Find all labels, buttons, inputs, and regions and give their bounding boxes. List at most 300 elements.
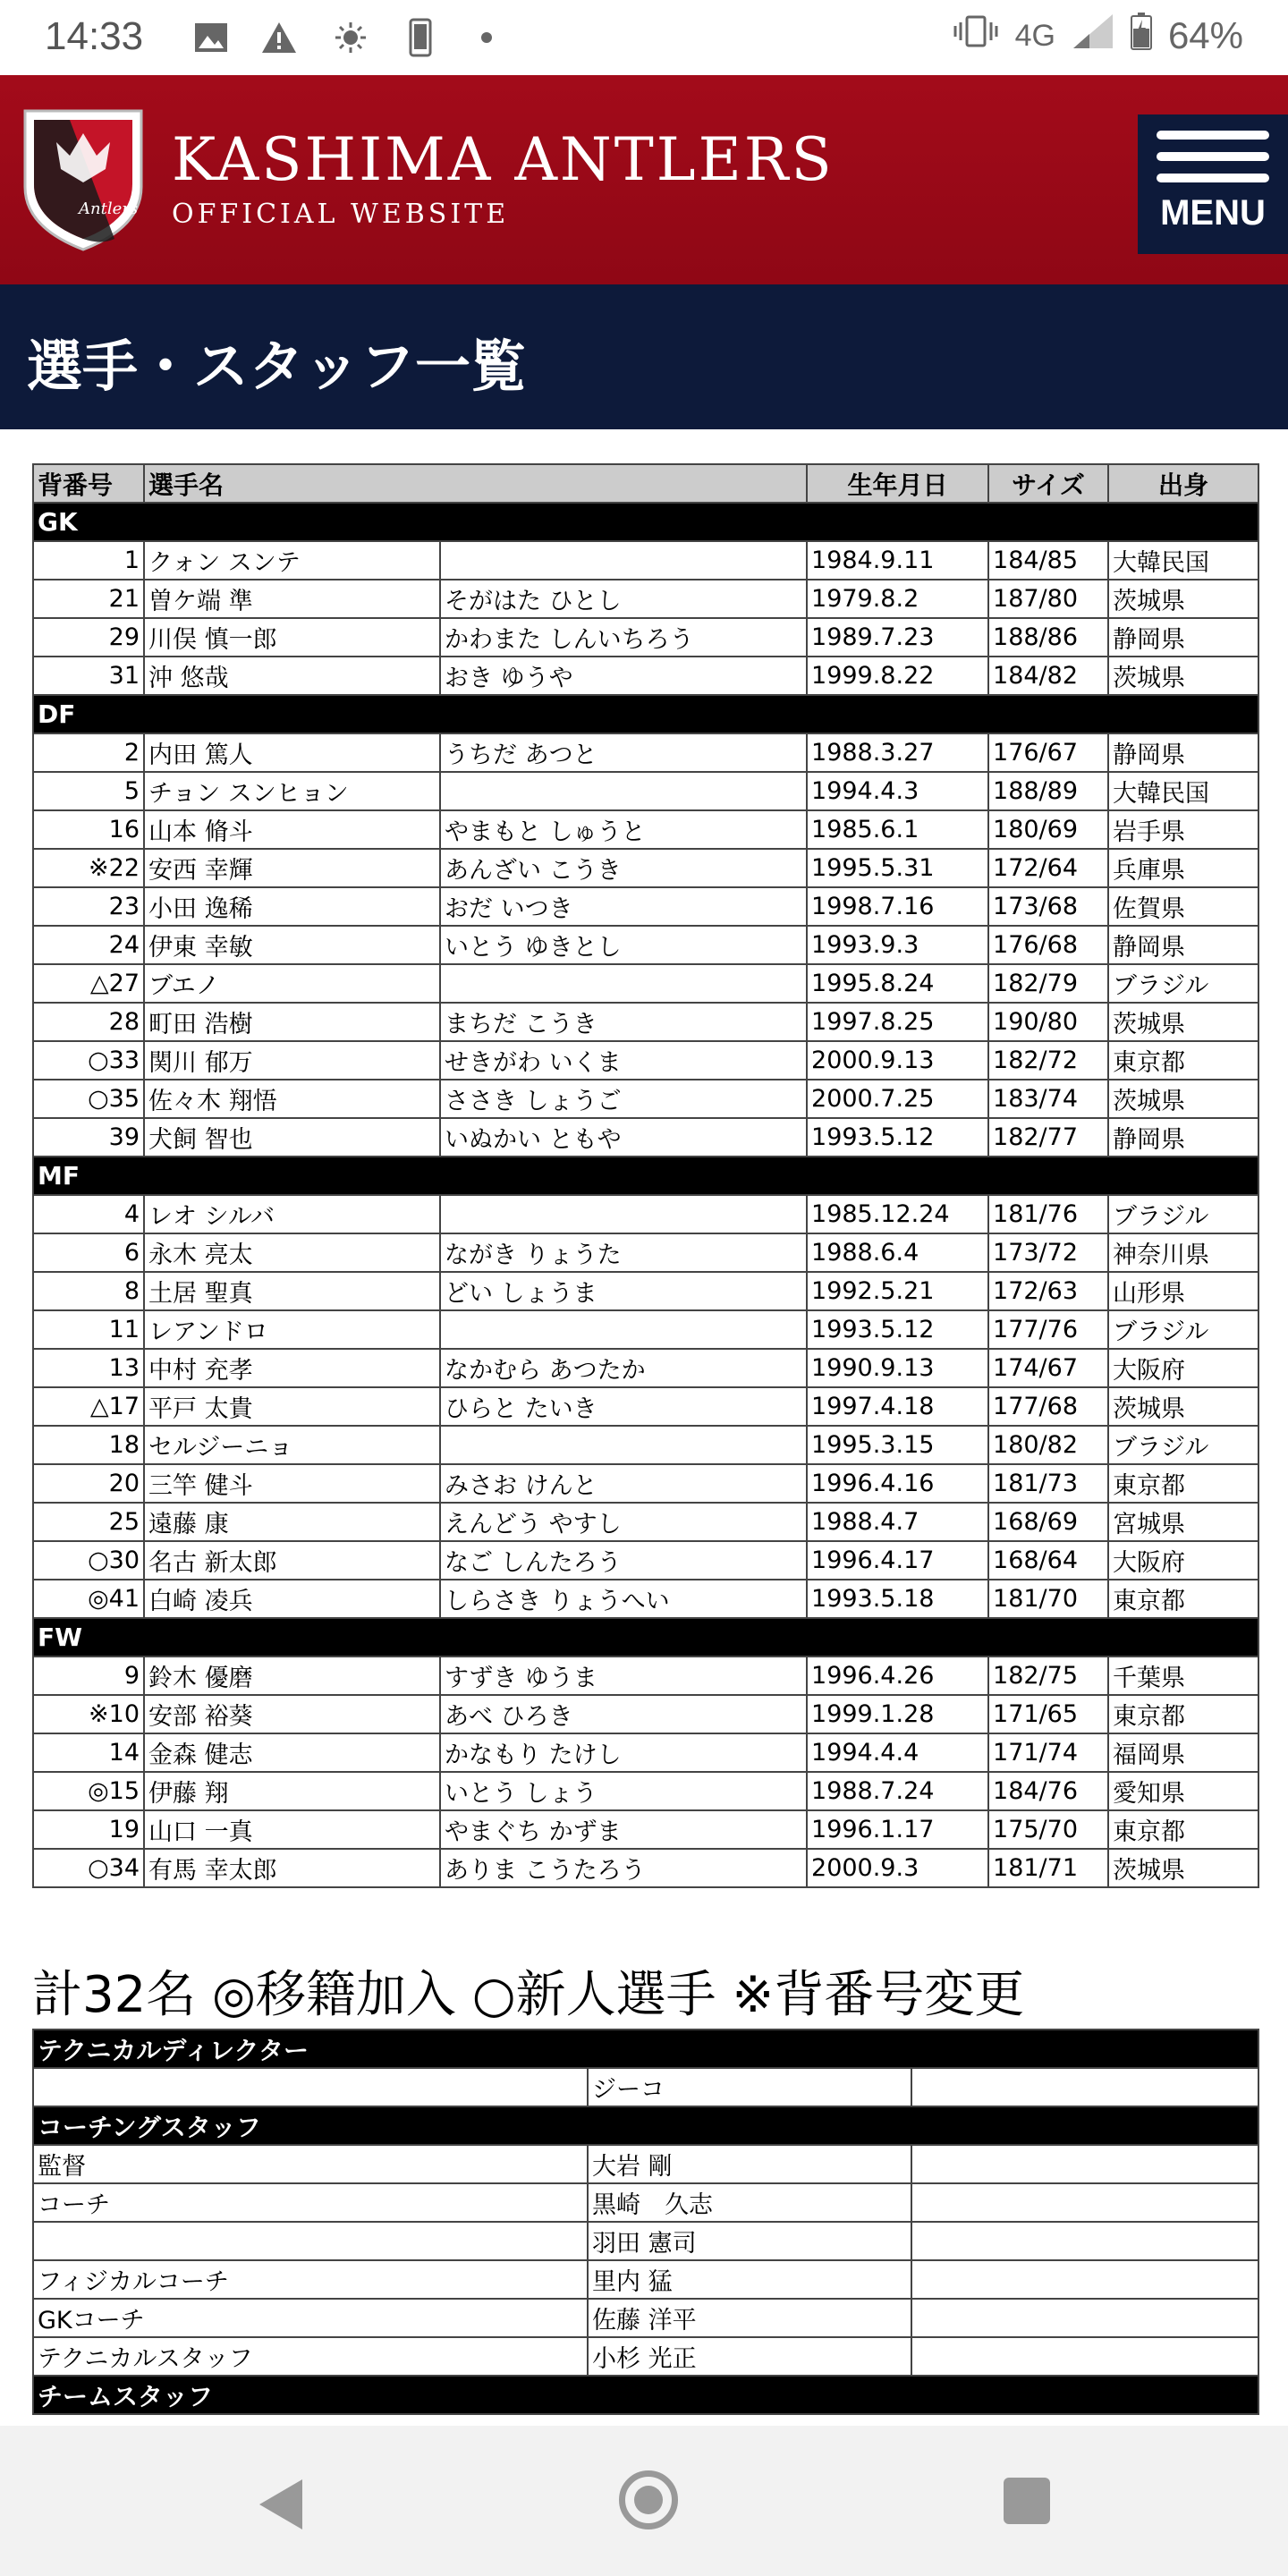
player-row[interactable] [33, 964, 1258, 1003]
player-size: 182/75 [988, 1657, 1108, 1695]
player-number: ※10 [33, 1695, 144, 1733]
player-kana: どい しょうま [440, 1272, 807, 1310]
recent-apps-icon[interactable] [1004, 2478, 1050, 2524]
player-kana: かわまた しんいちろう [440, 618, 807, 657]
player-name: 金森 健志 [144, 1733, 440, 1772]
player-size: 180/69 [988, 810, 1108, 849]
position-label: GK [33, 503, 1258, 541]
player-birthdate: 1997.4.18 [807, 1387, 988, 1426]
staff-row [33, 2260, 1258, 2299]
club-crest-logo[interactable] [16, 102, 150, 254]
brand-text[interactable] [172, 125, 835, 230]
player-birthdate: 1995.8.24 [807, 964, 988, 1003]
position-label: MF [33, 1157, 1258, 1195]
player-size: 172/64 [988, 849, 1108, 887]
player-row[interactable] [33, 1541, 1258, 1580]
player-size: 183/74 [988, 1080, 1108, 1118]
staff-table-body [33, 2029, 1258, 2414]
player-birthdate: 2000.9.13 [807, 1041, 988, 1080]
player-row[interactable] [33, 926, 1258, 964]
svg-text:Antlers: Antlers [79, 199, 139, 218]
staff-row [33, 2183, 1258, 2222]
table-header-row [33, 464, 1258, 503]
player-name: 土居 聖真 [144, 1272, 440, 1310]
player-name: 三竿 健斗 [144, 1464, 440, 1503]
player-row[interactable] [33, 1426, 1258, 1464]
player-row[interactable] [33, 1272, 1258, 1310]
player-name: 名古 新太郎 [144, 1541, 440, 1580]
player-birthdate: 1995.3.15 [807, 1426, 988, 1464]
staff-name: 黒崎 久志 [588, 2183, 911, 2222]
staff-name: ジーコ [588, 2068, 911, 2106]
player-number: ○35 [33, 1080, 144, 1118]
player-origin: ブラジル [1108, 964, 1258, 1003]
player-origin: 山形県 [1108, 1272, 1258, 1310]
player-birthdate: 1990.9.13 [807, 1349, 988, 1387]
player-number: 5 [33, 772, 144, 810]
player-size: 171/65 [988, 1695, 1108, 1733]
brand-subtitle: OFFICIAL WEBSITE [172, 199, 510, 230]
player-origin: 東京都 [1108, 1464, 1258, 1503]
player-name: レオ シルバ [144, 1195, 440, 1233]
player-kana: おだ いつき [440, 887, 807, 926]
player-name: 山本 脩斗 [144, 810, 440, 849]
player-kana [440, 772, 807, 810]
player-kana: ささき しょうご [440, 1080, 807, 1118]
player-size: 184/85 [988, 541, 1108, 580]
player-row[interactable] [33, 1849, 1258, 1887]
player-name: チョン スンヒョン [144, 772, 440, 810]
player-row[interactable] [33, 1349, 1258, 1387]
header-birth: 生年月日 [807, 464, 988, 503]
player-number: 13 [33, 1349, 144, 1387]
player-birthdate: 1992.5.21 [807, 1272, 988, 1310]
player-kana: あんざい こうき [440, 849, 807, 887]
player-row[interactable] [33, 1387, 1258, 1426]
header-number: 背番号 [33, 464, 144, 503]
player-row[interactable] [33, 618, 1258, 657]
status-right [953, 13, 1243, 59]
staff-row [33, 2068, 1258, 2106]
vibrate-icon [953, 13, 999, 58]
player-number: 24 [33, 926, 144, 964]
player-birthdate: 1988.7.24 [807, 1772, 988, 1810]
header-origin: 出身 [1108, 464, 1258, 503]
player-kana: ありま こうたろう [440, 1849, 807, 1887]
player-row[interactable] [33, 1233, 1258, 1272]
player-row[interactable] [33, 810, 1258, 849]
player-name: 曽ケ端 準 [144, 580, 440, 618]
player-number: 19 [33, 1810, 144, 1849]
staff-row [33, 2299, 1258, 2337]
menu-label: MENU [1160, 193, 1266, 233]
player-number: 18 [33, 1426, 144, 1464]
player-size: 182/77 [988, 1118, 1108, 1157]
staff-role [33, 2222, 588, 2260]
player-size: 171/74 [988, 1733, 1108, 1772]
dot-icon [467, 18, 506, 57]
player-size: 168/64 [988, 1541, 1108, 1580]
player-size: 182/79 [988, 964, 1108, 1003]
position-label: DF [33, 695, 1258, 733]
player-number: △27 [33, 964, 144, 1003]
brand-title: KASHIMA ANTLERS [172, 125, 835, 194]
player-birthdate: 1995.5.31 [807, 849, 988, 887]
player-birthdate: 1979.8.2 [807, 580, 988, 618]
player-table [32, 463, 1259, 1888]
staff-table [32, 2029, 1259, 2415]
player-number: ※22 [33, 849, 144, 887]
player-origin: 東京都 [1108, 1810, 1258, 1849]
player-origin: 茨城県 [1108, 580, 1258, 618]
player-row[interactable] [33, 1118, 1258, 1157]
position-section-header [33, 1618, 1258, 1657]
player-origin: 千葉県 [1108, 1657, 1258, 1695]
player-name: 有馬 幸太郎 [144, 1849, 440, 1887]
player-name: 中村 充孝 [144, 1349, 440, 1387]
player-origin: 茨城県 [1108, 1849, 1258, 1887]
player-row[interactable] [33, 1810, 1258, 1849]
player-row[interactable] [33, 733, 1258, 772]
player-size: 182/72 [988, 1041, 1108, 1080]
player-size: 190/80 [988, 1003, 1108, 1041]
player-origin: ブラジル [1108, 1310, 1258, 1349]
staff-row [33, 2222, 1258, 2260]
position-section-header [33, 1157, 1258, 1195]
player-origin: 茨城県 [1108, 1387, 1258, 1426]
player-size: 176/68 [988, 926, 1108, 964]
player-row[interactable] [33, 1503, 1258, 1541]
player-birthdate: 1989.7.23 [807, 618, 988, 657]
player-birthdate: 1994.4.4 [807, 1733, 988, 1772]
player-birthdate: 1993.5.12 [807, 1310, 988, 1349]
player-size: 175/70 [988, 1810, 1108, 1849]
player-name: 伊東 幸敏 [144, 926, 440, 964]
player-origin: 宮城県 [1108, 1503, 1258, 1541]
staff-role: GKコーチ [33, 2299, 588, 2337]
player-kana: なかむら あつたか [440, 1349, 807, 1387]
player-origin: 東京都 [1108, 1041, 1258, 1080]
player-name: 安西 幸輝 [144, 849, 440, 887]
player-kana: すずき ゆうま [440, 1657, 807, 1695]
staff-extra [911, 2068, 1258, 2106]
player-size: 177/76 [988, 1310, 1108, 1349]
player-origin: 静岡県 [1108, 733, 1258, 772]
staff-name: 小杉 光正 [588, 2337, 911, 2376]
player-size: 173/68 [988, 887, 1108, 926]
player-kana [440, 964, 807, 1003]
header-name: 選手名 [144, 464, 807, 503]
staff-section-label: チームスタッフ [33, 2376, 1258, 2414]
player-number: ○30 [33, 1541, 144, 1580]
player-name: 川俣 慎一郎 [144, 618, 440, 657]
player-origin: ブラジル [1108, 1426, 1258, 1464]
player-row[interactable] [33, 1464, 1258, 1503]
status-time: 14:33 [45, 14, 144, 58]
player-origin: 静岡県 [1108, 926, 1258, 964]
player-number: ◎41 [33, 1580, 144, 1618]
player-size: 184/82 [988, 657, 1108, 695]
player-origin: 神奈川県 [1108, 1233, 1258, 1272]
player-row[interactable] [33, 1041, 1258, 1080]
player-size: 184/76 [988, 1772, 1108, 1810]
player-row[interactable] [33, 1580, 1258, 1618]
player-origin: 佐賀県 [1108, 887, 1258, 926]
player-row[interactable] [33, 772, 1258, 810]
player-row[interactable] [33, 1657, 1258, 1695]
player-origin: ブラジル [1108, 1195, 1258, 1233]
player-birthdate: 1988.4.7 [807, 1503, 988, 1541]
player-number: 9 [33, 1657, 144, 1695]
player-number: 6 [33, 1233, 144, 1272]
player-size: 173/72 [988, 1233, 1108, 1272]
player-name: クォン スンテ [144, 541, 440, 580]
staff-section-header [33, 2376, 1258, 2414]
player-kana: ひらと たいき [440, 1387, 807, 1426]
player-birthdate: 1985.12.24 [807, 1195, 988, 1233]
player-origin: 東京都 [1108, 1580, 1258, 1618]
player-row[interactable] [33, 541, 1258, 580]
player-origin: 大阪府 [1108, 1349, 1258, 1387]
player-number: ◎15 [33, 1772, 144, 1810]
warning-icon [259, 18, 299, 57]
player-name: 安部 裕葵 [144, 1695, 440, 1733]
staff-role: フィジカルコーチ [33, 2260, 588, 2299]
player-kana: かなもり たけし [440, 1733, 807, 1772]
staff-role: 監督 [33, 2145, 588, 2183]
player-name: 犬飼 智也 [144, 1118, 440, 1157]
player-number: 1 [33, 541, 144, 580]
player-origin: 茨城県 [1108, 1003, 1258, 1041]
position-label: FW [33, 1618, 1258, 1657]
player-row[interactable] [33, 1695, 1258, 1733]
player-name: 伊藤 翔 [144, 1772, 440, 1810]
staff-role: テクニカルスタッフ [33, 2337, 588, 2376]
staff-name: 羽田 憲司 [588, 2222, 911, 2260]
player-birthdate: 1994.4.3 [807, 772, 988, 810]
player-number: 31 [33, 657, 144, 695]
header-size: サイズ [988, 464, 1108, 503]
status-bar [0, 0, 1288, 75]
player-origin: 茨城県 [1108, 657, 1258, 695]
player-row[interactable] [33, 1733, 1258, 1772]
player-name: 沖 悠哉 [144, 657, 440, 695]
player-origin: 東京都 [1108, 1695, 1258, 1733]
player-origin: 茨城県 [1108, 1080, 1258, 1118]
staff-name: 佐藤 洋平 [588, 2299, 911, 2337]
player-row[interactable] [33, 849, 1258, 887]
player-name: 平戸 太貴 [144, 1387, 440, 1426]
player-kana: あべ ひろき [440, 1695, 807, 1733]
staff-role: コーチ [33, 2183, 588, 2222]
player-row[interactable] [33, 580, 1258, 618]
home-icon[interactable] [619, 2470, 678, 2529]
staff-name: 里内 猛 [588, 2260, 911, 2299]
player-name: レアンドロ [144, 1310, 440, 1349]
player-size: 172/63 [988, 1272, 1108, 1310]
player-name: 内田 篤人 [144, 733, 440, 772]
player-birthdate: 1993.5.12 [807, 1118, 988, 1157]
player-number: 25 [33, 1503, 144, 1541]
player-size: 188/86 [988, 618, 1108, 657]
signal-icon [1072, 13, 1114, 59]
player-name: 佐々木 翔悟 [144, 1080, 440, 1118]
staff-section-label: テクニカルディレクター [33, 2029, 1258, 2068]
staff-extra [911, 2222, 1258, 2260]
player-row[interactable] [33, 1310, 1258, 1349]
player-birthdate: 1998.7.16 [807, 887, 988, 926]
menu-button[interactable] [1138, 114, 1288, 254]
player-size: 180/82 [988, 1426, 1108, 1464]
position-section-header [33, 695, 1258, 733]
player-kana [440, 541, 807, 580]
player-number: 29 [33, 618, 144, 657]
player-birthdate: 1988.6.4 [807, 1233, 988, 1272]
staff-section-header [33, 2029, 1258, 2068]
player-name: 小田 逸稀 [144, 887, 440, 926]
player-number: 4 [33, 1195, 144, 1233]
player-size: 188/89 [988, 772, 1108, 810]
player-number: ○33 [33, 1041, 144, 1080]
system-nav-bar [0, 2426, 1288, 2576]
player-kana: いとう ゆきとし [440, 926, 807, 964]
brightness-icon [331, 18, 370, 57]
player-origin: 大阪府 [1108, 1541, 1258, 1580]
player-number: 28 [33, 1003, 144, 1041]
player-size: 181/70 [988, 1580, 1108, 1618]
legend-text: 計32名 ◎移籍加入 ○新人選手 ※背番号変更 [32, 1966, 1025, 2024]
player-origin: 兵庫県 [1108, 849, 1258, 887]
player-origin: 静岡県 [1108, 618, 1258, 657]
staff-extra [911, 2145, 1258, 2183]
player-name: 永木 亮太 [144, 1233, 440, 1272]
player-kana: そがはた ひとし [440, 580, 807, 618]
site-header [0, 75, 1288, 284]
player-kana: えんどう やすし [440, 1503, 807, 1541]
player-kana: うちだ あつと [440, 733, 807, 772]
staff-row [33, 2145, 1258, 2183]
player-number: 14 [33, 1733, 144, 1772]
player-birthdate: 1999.8.22 [807, 657, 988, 695]
player-row[interactable] [33, 1003, 1258, 1041]
player-size: 181/73 [988, 1464, 1108, 1503]
player-birthdate: 1996.4.16 [807, 1464, 988, 1503]
player-row[interactable] [33, 1080, 1258, 1118]
player-number: 20 [33, 1464, 144, 1503]
player-kana: ながき りょうた [440, 1233, 807, 1272]
staff-extra [911, 2299, 1258, 2337]
player-birthdate: 1988.3.27 [807, 733, 988, 772]
player-name: 関川 郁万 [144, 1041, 440, 1080]
page-title: 選手・スタッフ一覧 [27, 334, 527, 399]
player-origin: 愛知県 [1108, 1772, 1258, 1810]
player-name: ブエノ [144, 964, 440, 1003]
player-origin: 静岡県 [1108, 1118, 1258, 1157]
player-size: 168/69 [988, 1503, 1108, 1541]
player-number: 11 [33, 1310, 144, 1349]
player-birthdate: 2000.7.25 [807, 1080, 988, 1118]
player-kana: まちだ こうき [440, 1003, 807, 1041]
player-row[interactable] [33, 1195, 1258, 1233]
player-name: 町田 浩樹 [144, 1003, 440, 1041]
player-number: △17 [33, 1387, 144, 1426]
player-kana: やまもと しゅうと [440, 810, 807, 849]
player-kana: やまぐち かずま [440, 1810, 807, 1849]
player-birthdate: 1993.5.18 [807, 1580, 988, 1618]
player-birthdate: 2000.9.3 [807, 1849, 988, 1887]
hamburger-bar [1157, 174, 1269, 182]
player-origin: 岩手県 [1108, 810, 1258, 849]
player-number: 23 [33, 887, 144, 926]
network-type: 4G [1014, 18, 1055, 53]
player-origin: 大韓民国 [1108, 772, 1258, 810]
player-row[interactable] [33, 1772, 1258, 1810]
player-kana [440, 1426, 807, 1464]
staff-section-label: コーチングスタッフ [33, 2106, 1258, 2145]
player-kana: しらさき りょうへい [440, 1580, 807, 1618]
player-size: 174/67 [988, 1349, 1108, 1387]
player-kana: なご しんたろう [440, 1541, 807, 1580]
player-size: 177/68 [988, 1387, 1108, 1426]
player-kana: いとう しょう [440, 1772, 807, 1810]
phone-icon [401, 18, 440, 57]
player-name: セルジーニョ [144, 1426, 440, 1464]
hamburger-icon [1157, 131, 1269, 140]
player-kana: おき ゆうや [440, 657, 807, 695]
player-kana [440, 1310, 807, 1349]
player-birthdate: 1993.9.3 [807, 926, 988, 964]
player-name: 遠藤 康 [144, 1503, 440, 1541]
staff-row [33, 2337, 1258, 2376]
battery-icon [1131, 13, 1152, 59]
image-icon [191, 18, 231, 57]
player-birthdate: 1997.8.25 [807, 1003, 988, 1041]
player-birthdate: 1996.1.17 [807, 1810, 988, 1849]
player-origin: 大韓民国 [1108, 541, 1258, 580]
battery-level: 64% [1167, 14, 1243, 56]
player-name: 鈴木 優磨 [144, 1657, 440, 1695]
player-origin: 福岡県 [1108, 1733, 1258, 1772]
staff-name: 大岩 剛 [588, 2145, 911, 2183]
back-icon[interactable] [259, 2479, 302, 2529]
player-size: 181/71 [988, 1849, 1108, 1887]
player-size: 181/76 [988, 1195, 1108, 1233]
player-birthdate: 1984.9.11 [807, 541, 988, 580]
player-birthdate: 1999.1.28 [807, 1695, 988, 1733]
player-table-body [33, 503, 1258, 1887]
player-size: 176/67 [988, 733, 1108, 772]
player-kana [440, 1195, 807, 1233]
player-name: 白崎 凌兵 [144, 1580, 440, 1618]
player-row[interactable] [33, 887, 1258, 926]
staff-extra [911, 2260, 1258, 2299]
player-number: 8 [33, 1272, 144, 1310]
player-size: 187/80 [988, 580, 1108, 618]
staff-section-header [33, 2106, 1258, 2145]
staff-extra [911, 2183, 1258, 2222]
player-name: 山口 一真 [144, 1810, 440, 1849]
page-title-bar [0, 284, 1288, 429]
player-row[interactable] [33, 657, 1258, 695]
player-kana: いぬかい ともや [440, 1118, 807, 1157]
player-number: 39 [33, 1118, 144, 1157]
player-number: ○34 [33, 1849, 144, 1887]
player-kana: せきがわ いくま [440, 1041, 807, 1080]
player-birthdate: 1996.4.17 [807, 1541, 988, 1580]
player-kana: みさお けんと [440, 1464, 807, 1503]
hamburger-bar [1157, 152, 1269, 161]
staff-role [33, 2068, 588, 2106]
